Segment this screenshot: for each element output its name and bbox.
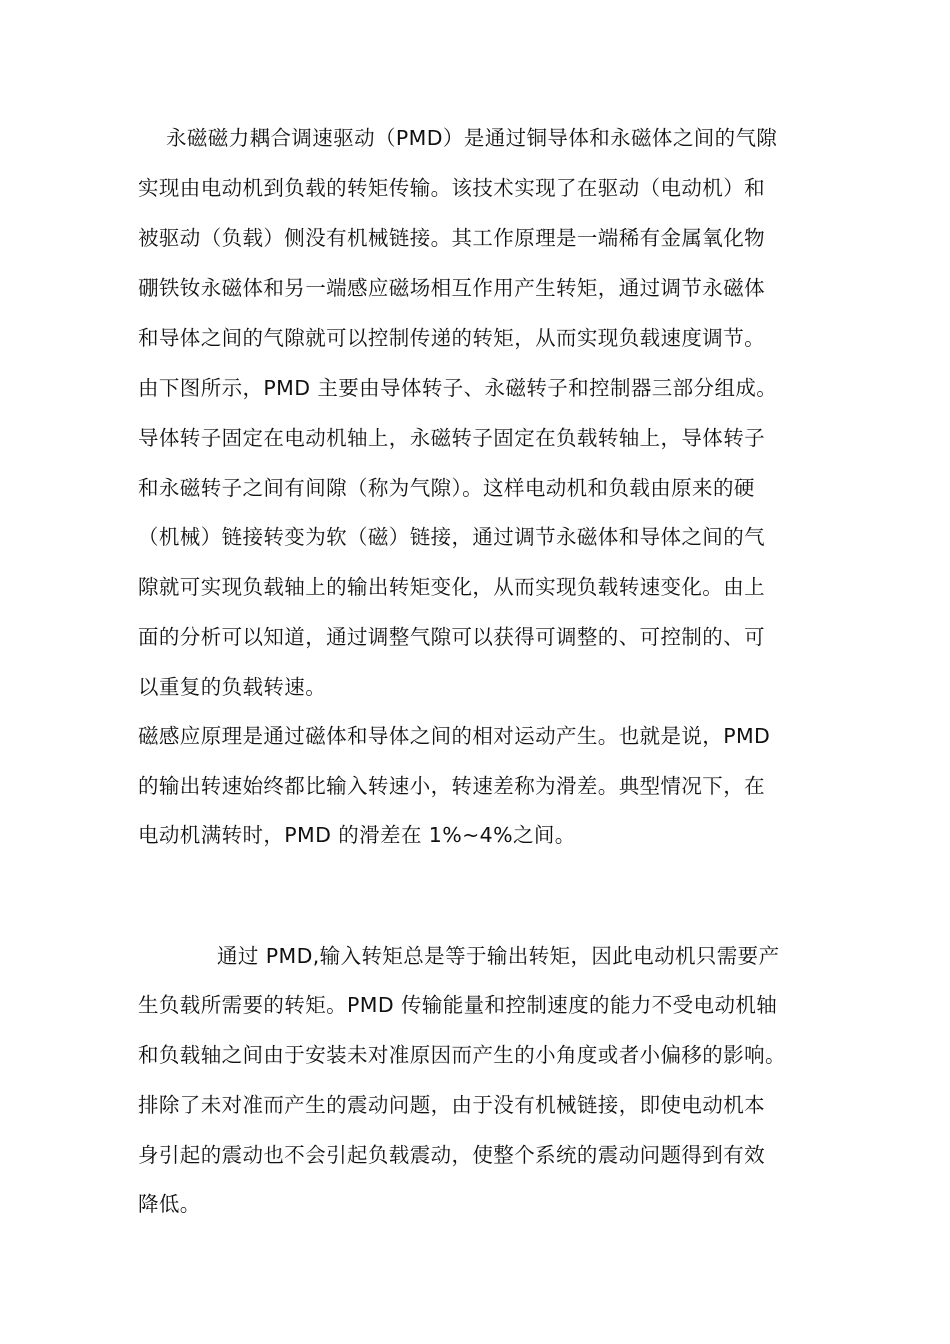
paragraph-line: 和永磁转子之间有间隙（称为气隙）。这样电动机和负载由原来的硬 [138,476,755,500]
paragraph-line: 实现由电动机到负载的转矩传输。该技术实现了在驱动（电动机）和 [138,176,765,200]
paragraph-line: 面的分析可以知道，通过调整气隙可以获得可调整的、可控制的、可 [138,625,765,649]
paragraph-line: （机械）链接转变为软（磁）链接，通过调节永磁体和导体之间的气 [138,525,765,549]
paragraph-line: 以重复的负载转速。 [138,675,327,699]
paragraph-line: 通过 PMD,输入转矩总是等于输出转矩，因此电动机只需要产 [217,944,780,968]
paragraph-line: 生负载所需要的转矩。PMD 传输能量和控制速度的能力不受电动机轴 [138,993,778,1017]
paragraph-line: 降低。 [138,1192,201,1216]
paragraph-line: 和导体之间的气隙就可以控制传递的转矩，从而实现负载速度调节。 [138,326,765,350]
paragraph-line: 隙就可实现负载轴上的输出转矩变化，从而实现负载转速变化。由上 [138,575,765,599]
paragraph-line: 由下图所示，PMD 主要由导体转子、永磁转子和控制器三部分组成。 [138,376,778,400]
paragraph-line: 永磁磁力耦合调速驱动（PMD）是通过铜导体和永磁体之间的气隙 [166,126,778,150]
paragraph-line: 排除了未对准而产生的震动问题，由于没有机械链接，即使电动机本 [138,1093,765,1117]
paragraph-line: 磁感应原理是通过磁体和导体之间的相对运动产生。也就是说，PMD [138,724,771,748]
paragraph-line: 被驱动（负载）侧没有机械链接。其工作原理是一端稀有金属氧化物 [138,226,765,250]
paragraph-line: 身引起的震动也不会引起负载震动，使整个系统的震动问题得到有效 [138,1143,765,1167]
paragraph-line: 和负载轴之间由于安装未对准原因而产生的小角度或者小偏移的影响。 [138,1043,786,1067]
paragraph-line: 电动机满转时，PMD 的滑差在 1%~4%之间。 [138,823,576,847]
paragraph-line: 导体转子固定在电动机轴上，永磁转子固定在负载转轴上，导体转子 [138,426,765,450]
paragraph-line: 硼铁钕永磁体和另一端感应磁场相互作用产生转矩，通过调节永磁体 [138,276,765,300]
paragraph-line: 的输出转速始终都比输入转速小，转速差称为滑差。典型情况下，在 [138,774,765,798]
